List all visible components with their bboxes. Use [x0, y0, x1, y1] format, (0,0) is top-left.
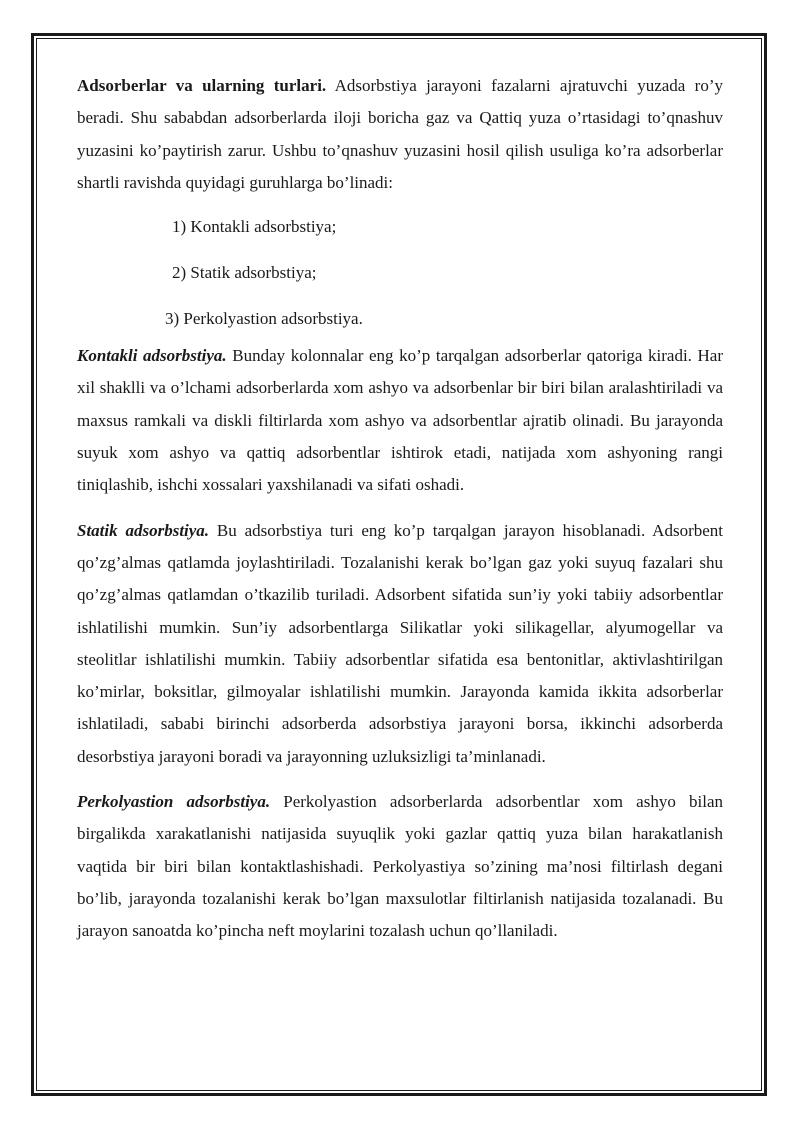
- adsorber-types-list: [77, 212, 723, 340]
- statik-paragraph: [77, 515, 723, 773]
- kontakli-paragraph: [77, 340, 723, 501]
- list-item-perkolyastion: 3) Perkolyastion adsorbstiya.: [165, 309, 363, 329]
- statik-text: Bu adsorbstiya turi eng ko’p tarqalgan jarayon hisoblanadi. Adsorbent qo’zg’almas qatlamda joylashtiriladi. Tozalanishi kerak bo’lgan gaz yoki suyuq fazalari shu qo’zg’almas qatlamdan o’tkazilib turiladi. Adsorbent sifatida sun’iy yoki tabiiy adsorbentlar ishlatilishi mumkin. Sun’iy adsorbentlarga Silikatlar yoki silikagellar, alyumogellar va steolitlar ishlatilishi mumkin. Tabiiy adsorbentlar sifatida esa bentonitlar, aktivlashtirilgan ko’mirlar, boksitlar, gilmoyalar ishlatilishi mumkin. Jarayonda kamida ikkita adsorberlar ishlatiladi, sababi birinchi adsorberda adsorbstiya jarayoni borsa, ikkinchi adsorberda desorbstiya jarayoni boradi va jarayonning uzluksizligi ta’minlanadi.: [77, 520, 724, 766]
- list-item-statik: 2) Statik adsorbstiya;: [172, 263, 317, 283]
- section-heading-adsorberlar: Adsorberlar va ularning turlari.: [77, 76, 327, 95]
- section-heading-kontakli: Kontakli adsorbstiya.: [77, 346, 227, 366]
- perkolyastion-text: Perkolyastion adsorberlarda adsorbentlar xom ashyo bilan birgalikda xarakatlanishi natijasida suyuqlik yoki gazlar qattiq yuza bilan harakatlanish vaqtida bir biri bilan kontaktlashishadi. Perkolyastiya so’zining ma’nosi filtirlash degani bo’lib, jarayonda tozalanishi kerak bo’lgan maxsulotlar filtirlanish natijasida tozalanadi. Bu jarayon sanoatda ko’pincha neft moylarini tozalash uchun qo’llaniladi.: [77, 792, 723, 941]
- intro-text: Adsorbstiya jarayoni fazalarni ajratuvchi yuzada ro’y beradi. Shu sababdan adsorberlarda iloji boricha gaz va Qattiq yuza o’rtasidagi to’qnashuv yuzasini ko’paytirish zarur. Ushbu to’qnashuv yuzasini hosil qilish usuliga ko’ra adsorberlar shartli ravishda quyidagi guruhlarga bo’linadi:: [77, 76, 723, 192]
- document-body: [77, 70, 723, 948]
- list-item-kontakli: 1) Kontakli adsorbstiya;: [172, 217, 337, 237]
- kontakli-text: Bunday kolonnalar eng ko’p tarqalgan adsorberlar qatoriga kiradi. Har xil shaklli va o’lchami adsorberlarda xom ashyo va adsorbenlar bir biri bilan aralashtiriladi va maxsus ramkali va diskli filtirlarda xom ashyo va adsorbentlar ajratib olinadi. Bu jarayonda suyuk xom ashyo va qattiq adsorbentlar ishtirok etadi, natijada xom ashyoning rangi tiniqlashib, ishchi xossalari yaxshilanadi va sifati oshadi.: [77, 346, 723, 495]
- perkolyastion-paragraph: [77, 786, 723, 947]
- section-heading-statik: Statik adsorbstiya.: [77, 520, 210, 540]
- section-heading-perkolyastion: Perkolyastion adsorbstiya.: [77, 792, 271, 812]
- intro-paragraph: [77, 70, 723, 199]
